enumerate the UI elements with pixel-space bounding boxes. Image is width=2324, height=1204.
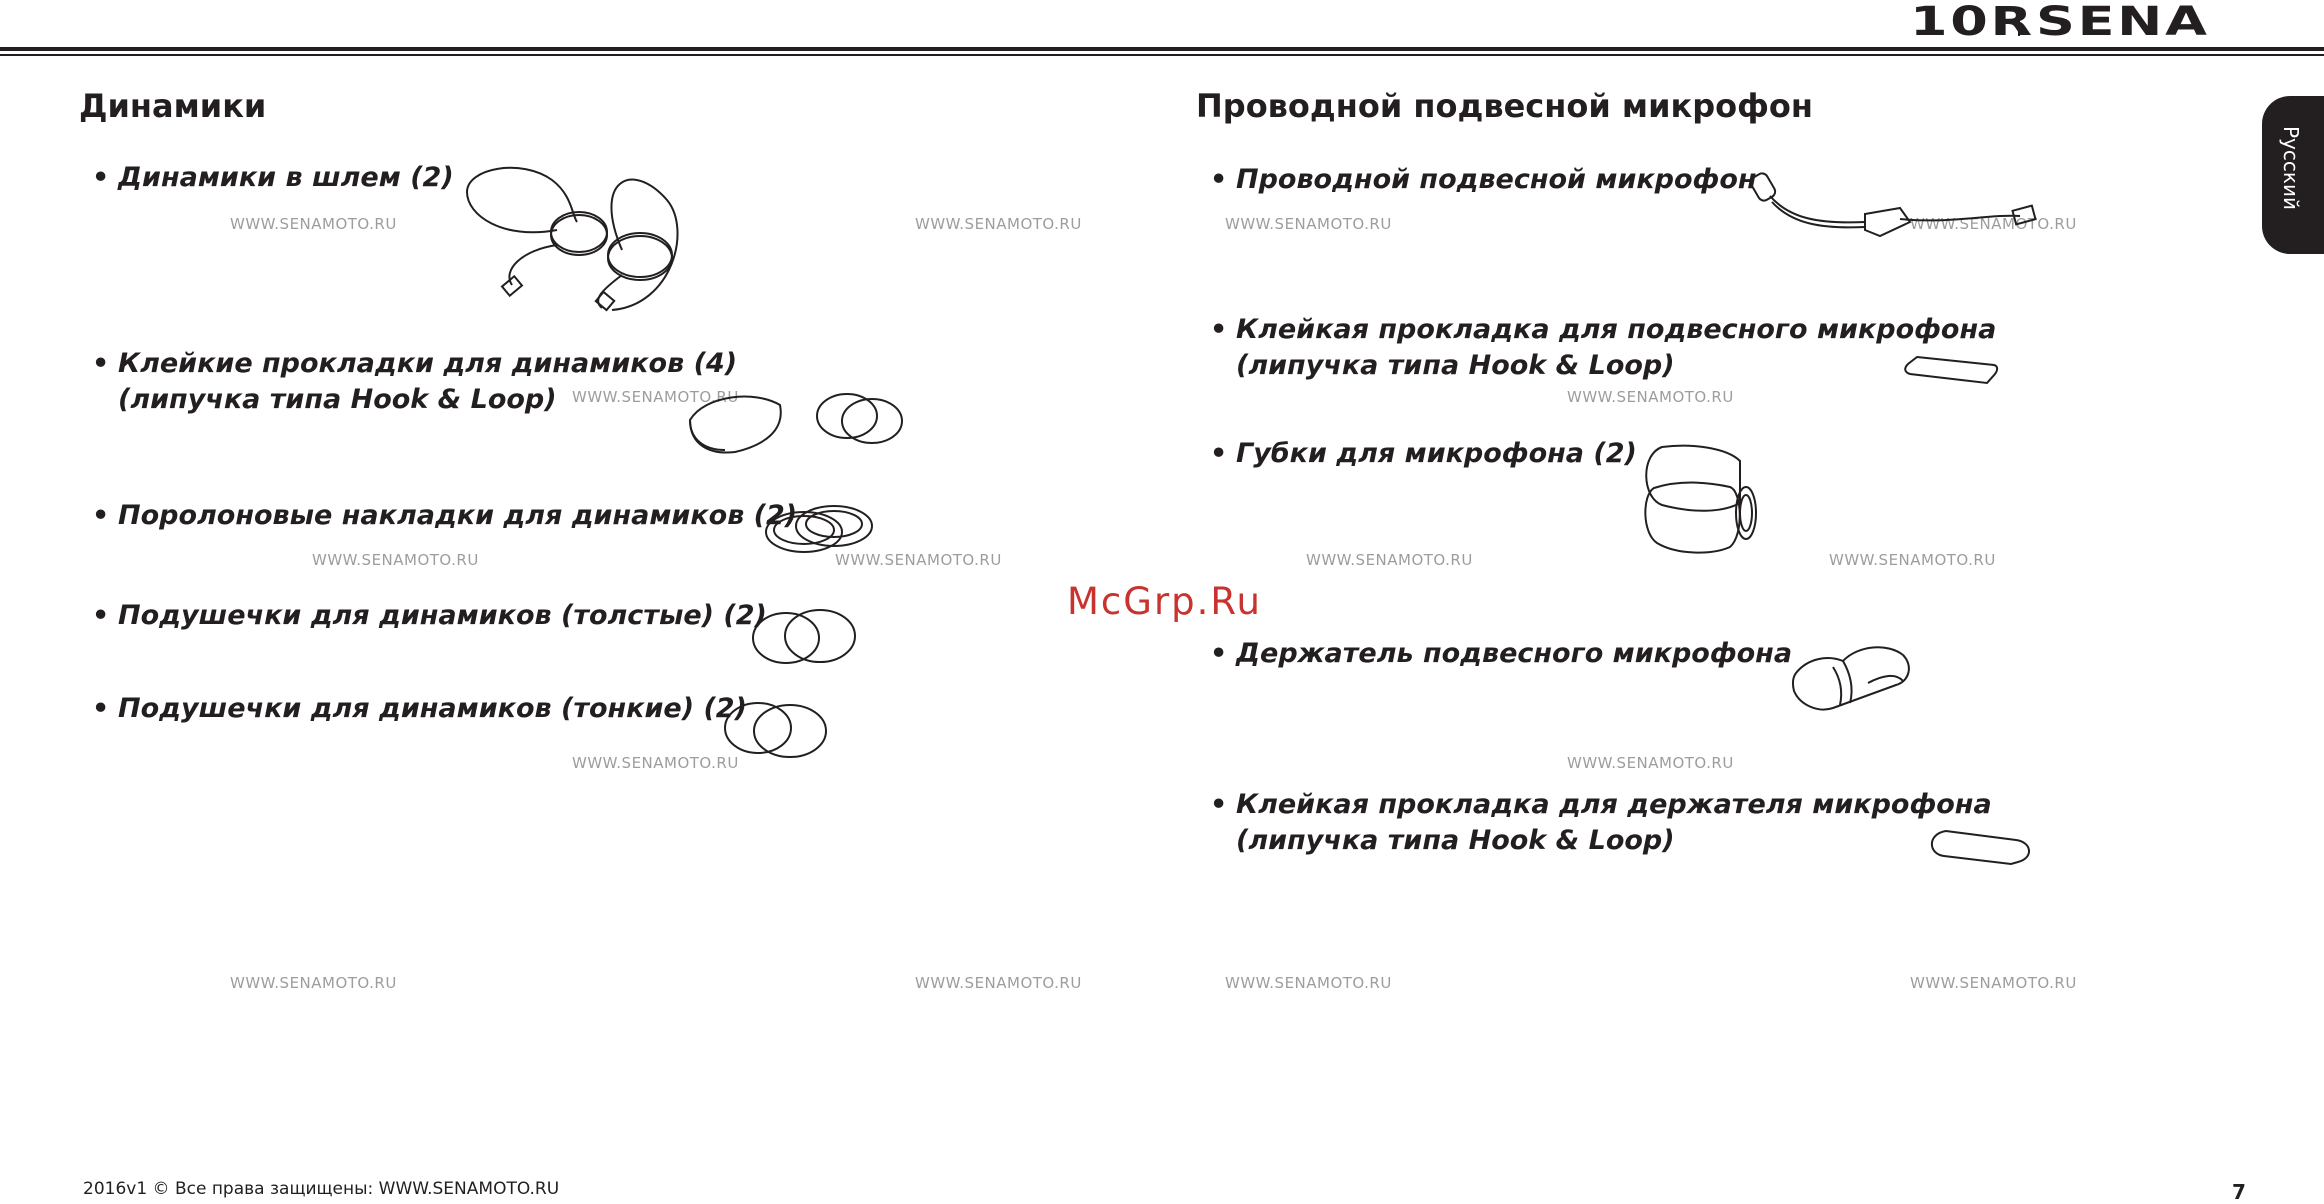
section-heading-speakers: Динамики	[79, 87, 267, 125]
watermark: WWW.SENAMOTO.RU	[1225, 974, 1392, 992]
item-label: Держатель подвесного микрофона	[1236, 638, 1793, 669]
item-label: Динамики в шлем (2)	[118, 162, 454, 193]
helmet-speakers-illustration	[462, 160, 712, 315]
list-item	[92, 691, 747, 727]
item-label-line2: (липучка типа Hook & Loop)	[1236, 825, 1675, 856]
watermark: WWW.SENAMOTO.RU	[230, 215, 397, 233]
list-item	[1210, 787, 1992, 859]
list-item	[1210, 636, 1793, 672]
page-number: 7	[2232, 1180, 2246, 1204]
logo-brand: SENA	[2036, 0, 2211, 45]
watermark: WWW.SENAMOTO.RU	[915, 215, 1082, 233]
bullet: •	[1210, 789, 1228, 820]
mic-foam-covers-illustration	[1632, 443, 1764, 559]
list-item	[1210, 312, 1997, 384]
bullet: •	[92, 162, 110, 193]
speaker-velcro-pads-illustration	[685, 390, 925, 470]
boom-mic-holder-illustration	[1788, 643, 1914, 715]
boom-mic-velcro-pad-illustration	[1902, 352, 2002, 388]
list-item	[1210, 436, 1637, 472]
list-item	[92, 346, 738, 418]
watermark: WWW.SENAMOTO.RU	[835, 551, 1002, 569]
bullet: •	[1210, 638, 1228, 669]
watermark: WWW.SENAMOTO.RU	[915, 974, 1082, 992]
watermark: WWW.SENAMOTO.RU	[1910, 974, 2077, 992]
item-label-line2: (липучка типа Hook & Loop)	[1236, 350, 1675, 381]
watermark: WWW.SENAMOTO.RU	[1567, 388, 1734, 406]
item-label: Клейкая прокладка для держателя микрофона	[1236, 789, 1992, 820]
watermark: WWW.SENAMOTO.RU	[312, 551, 479, 569]
watermark: WWW.SENAMOTO.RU	[1910, 215, 2077, 233]
thin-speaker-pads-illustration	[722, 699, 834, 759]
language-tab-label: Русский	[2279, 126, 2303, 210]
header-rule-thin	[0, 54, 2324, 56]
item-label: Губки для микрофона (2)	[1236, 438, 1637, 469]
list-item	[92, 498, 798, 534]
bullet: •	[1210, 438, 1228, 469]
list-item	[92, 160, 454, 196]
item-label: Клейкие прокладки для динамиков (4)	[118, 348, 738, 379]
section-heading-boom-mic: Проводной подвесной микрофон	[1196, 87, 1813, 125]
item-label: Клейкая прокладка для подвесного микрофона	[1236, 314, 1997, 345]
watermark: WWW.SENAMOTO.RU	[230, 974, 397, 992]
item-label-line2: (липучка типа Hook & Loop)	[118, 384, 557, 415]
bullet: •	[92, 500, 110, 531]
boom-microphone-illustration	[1750, 164, 2042, 244]
language-tab	[2262, 96, 2324, 254]
bullet: •	[92, 600, 110, 631]
bullet: •	[1210, 314, 1228, 345]
watermark: WWW.SENAMOTO.RU	[572, 388, 739, 406]
watermark: WWW.SENAMOTO.RU	[1567, 754, 1734, 772]
bullet: •	[92, 348, 110, 379]
overlay-watermark: McGrp.Ru	[1067, 580, 1262, 623]
list-item	[1210, 162, 1757, 198]
foam-covers-illustration	[762, 502, 882, 558]
brand-logo	[1910, 0, 2211, 45]
footer-copyright: 2016v1 © Все права защищены: WWW.SENAMOTO.RU	[83, 1179, 560, 1199]
watermark: WWW.SENAMOTO.RU	[1225, 215, 1392, 233]
item-label: Подушечки для динамиков (тонкие) (2)	[118, 693, 747, 724]
bullet: •	[92, 693, 110, 724]
item-label: Подушечки для динамиков (толстые) (2)	[118, 600, 767, 631]
watermark: WWW.SENAMOTO.RU	[572, 754, 739, 772]
logo-model: 10R	[1910, 0, 2035, 45]
watermark: WWW.SENAMOTO.RU	[1829, 551, 1996, 569]
item-label: Проводной подвесной микрофон	[1236, 164, 1757, 195]
holder-velcro-pad-illustration	[1926, 828, 2036, 868]
thick-speaker-pads-illustration	[750, 606, 862, 666]
header-rule-thick	[0, 47, 2324, 51]
watermark: WWW.SENAMOTO.RU	[1306, 551, 1473, 569]
list-item	[92, 598, 767, 634]
item-label: Поролоновые накладки для динамиков (2)	[118, 500, 798, 531]
bullet: •	[1210, 164, 1228, 195]
